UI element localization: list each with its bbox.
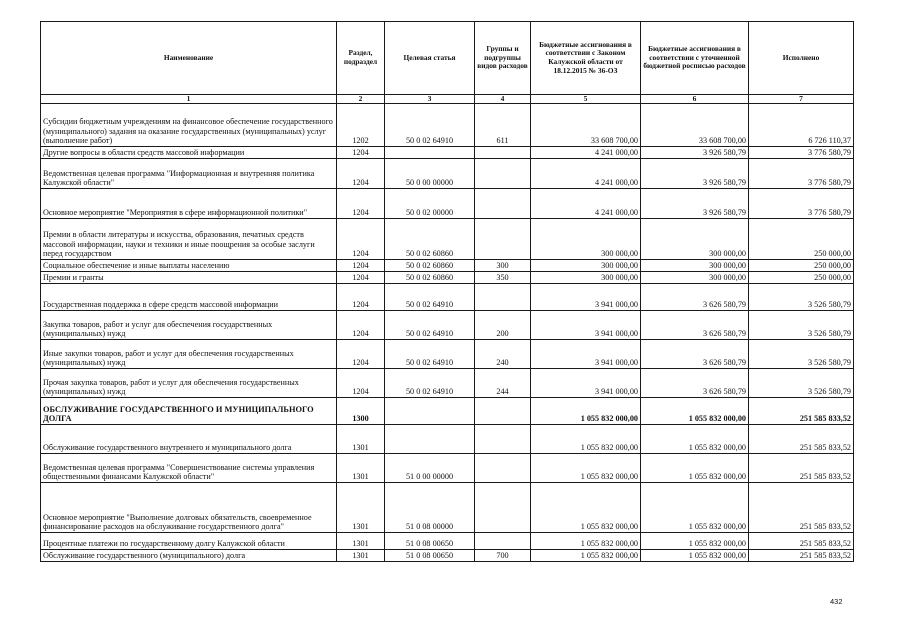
row-name: Обслуживание государственного внутреннего и муниципального долга — [41, 425, 337, 454]
table-row — [41, 104, 854, 147]
row-law-amount: 33 608 700,00 — [531, 104, 641, 147]
row-executed-amount: 251 585 833,52 — [749, 398, 854, 425]
header-refined: Бюджетные ассигнования в соответствии с уточненной бюджетной росписью расходов — [641, 22, 749, 95]
budget-table — [40, 21, 854, 562]
row-refined-amount: 3 626 580,79 — [641, 340, 749, 369]
row-section: 1204 — [337, 272, 385, 284]
table-row — [41, 483, 854, 533]
row-name: Субсидии бюджетным учреждениям на финансовое обеспечение государственного (муниципального) задания на оказание государственных (муниципальных) услуг (выполнение работ) — [41, 104, 337, 147]
row-law-amount: 1 055 832 000,00 — [531, 550, 641, 562]
row-group — [475, 533, 531, 550]
header-target: Целевая статья — [385, 22, 475, 95]
row-section: 1202 — [337, 104, 385, 147]
row-target: 51 0 08 00000 — [385, 483, 475, 533]
row-law-amount: 1 055 832 000,00 — [531, 398, 641, 425]
row-group: 300 — [475, 260, 531, 272]
row-target — [385, 147, 475, 159]
row-refined-amount: 1 055 832 000,00 — [641, 425, 749, 454]
row-refined-amount: 300 000,00 — [641, 260, 749, 272]
row-refined-amount: 3 926 580,79 — [641, 189, 749, 219]
row-refined-amount: 1 055 832 000,00 — [641, 398, 749, 425]
row-law-amount: 4 241 000,00 — [531, 189, 641, 219]
table-row — [41, 340, 854, 369]
row-group: 244 — [475, 369, 531, 398]
column-number-row — [41, 95, 854, 104]
row-name: Государственная поддержка в сфере средств массовой информации — [41, 284, 337, 311]
table-row — [41, 311, 854, 340]
column-number: 6 — [641, 95, 749, 104]
table-row — [41, 219, 854, 260]
column-number: 7 — [749, 95, 854, 104]
row-section: 1300 — [337, 398, 385, 425]
row-law-amount: 3 941 000,00 — [531, 340, 641, 369]
row-section: 1204 — [337, 369, 385, 398]
column-number: 2 — [337, 95, 385, 104]
row-group — [475, 147, 531, 159]
row-law-amount: 4 241 000,00 — [531, 147, 641, 159]
row-section: 1204 — [337, 260, 385, 272]
row-section: 1204 — [337, 147, 385, 159]
row-target: 51 0 00 00000 — [385, 454, 475, 483]
header-executed: Исполнено — [749, 22, 854, 95]
row-target: 50 0 02 60860 — [385, 219, 475, 260]
table-row — [41, 369, 854, 398]
row-target: 50 0 00 00000 — [385, 159, 475, 189]
row-section: 1204 — [337, 219, 385, 260]
row-target: 50 0 02 64910 — [385, 369, 475, 398]
row-target: 50 0 02 64910 — [385, 340, 475, 369]
column-number: 4 — [475, 95, 531, 104]
header-law: Бюджетные ассигнования в соответствии с Законом Калужской области от 18.12.2015 № 36-ОЗ — [531, 22, 641, 95]
table-row — [41, 550, 854, 562]
row-executed-amount: 3 526 580,79 — [749, 369, 854, 398]
row-executed-amount: 3 776 580,79 — [749, 189, 854, 219]
row-group: 611 — [475, 104, 531, 147]
row-group: 350 — [475, 272, 531, 284]
row-target — [385, 425, 475, 454]
column-number: 5 — [531, 95, 641, 104]
header-groups: Группы и подгруппы видов расходов — [475, 22, 531, 95]
row-executed-amount: 3 526 580,79 — [749, 311, 854, 340]
row-group — [475, 284, 531, 311]
row-group: 700 — [475, 550, 531, 562]
row-target: 50 0 02 64910 — [385, 311, 475, 340]
row-refined-amount: 1 055 832 000,00 — [641, 483, 749, 533]
row-executed-amount: 250 000,00 — [749, 260, 854, 272]
row-executed-amount: 251 585 833,52 — [749, 550, 854, 562]
row-executed-amount: 251 585 833,52 — [749, 425, 854, 454]
row-name: Процентные платежи по государственному долгу Калужской области — [41, 533, 337, 550]
table-row — [41, 147, 854, 159]
row-law-amount: 4 241 000,00 — [531, 159, 641, 189]
row-law-amount: 1 055 832 000,00 — [531, 483, 641, 533]
row-executed-amount: 3 526 580,79 — [749, 340, 854, 369]
row-executed-amount: 3 526 580,79 — [749, 284, 854, 311]
table-row — [41, 398, 854, 425]
row-law-amount: 3 941 000,00 — [531, 311, 641, 340]
column-number: 1 — [41, 95, 337, 104]
row-section: 1204 — [337, 340, 385, 369]
row-executed-amount: 3 776 580,79 — [749, 147, 854, 159]
row-name: Основное мероприятие "Выполнение долговых обязательств, своевременное финансирование расходов на обслуживание государственного долга" — [41, 483, 337, 533]
row-refined-amount: 3 626 580,79 — [641, 311, 749, 340]
table-row — [41, 272, 854, 284]
table-row — [41, 454, 854, 483]
row-section: 1301 — [337, 454, 385, 483]
row-section: 1301 — [337, 425, 385, 454]
row-law-amount: 300 000,00 — [531, 272, 641, 284]
table-body — [41, 104, 854, 562]
row-refined-amount: 33 608 700,00 — [641, 104, 749, 147]
row-name: Премии и гранты — [41, 272, 337, 284]
row-target: 50 0 02 64910 — [385, 104, 475, 147]
row-refined-amount: 3 926 580,79 — [641, 159, 749, 189]
table-row — [41, 260, 854, 272]
row-name: Премии в области литературы и искусства, образования, печатных средств массовой информации, науки и техники и иные поощрения за особые заслуги перед государством — [41, 219, 337, 260]
row-law-amount: 1 055 832 000,00 — [531, 533, 641, 550]
row-group — [475, 159, 531, 189]
row-law-amount: 3 941 000,00 — [531, 284, 641, 311]
row-executed-amount: 6 726 110,37 — [749, 104, 854, 147]
row-refined-amount: 3 626 580,79 — [641, 369, 749, 398]
row-refined-amount: 300 000,00 — [641, 272, 749, 284]
table-row — [41, 284, 854, 311]
row-law-amount: 1 055 832 000,00 — [531, 454, 641, 483]
row-refined-amount: 1 055 832 000,00 — [641, 550, 749, 562]
table-row — [41, 189, 854, 219]
table-row — [41, 425, 854, 454]
row-law-amount: 1 055 832 000,00 — [531, 425, 641, 454]
row-name: Другие вопросы в области средств массовой информации — [41, 147, 337, 159]
row-group — [475, 483, 531, 533]
column-number: 3 — [385, 95, 475, 104]
row-refined-amount: 3 626 580,79 — [641, 284, 749, 311]
row-group — [475, 219, 531, 260]
row-target: 50 0 02 60860 — [385, 272, 475, 284]
row-name: Основное мероприятие "Мероприятия в сфере информационной политики" — [41, 189, 337, 219]
table-row — [41, 533, 854, 550]
row-group: 200 — [475, 311, 531, 340]
row-target — [385, 398, 475, 425]
row-section: 1301 — [337, 533, 385, 550]
row-executed-amount: 251 585 833,52 — [749, 454, 854, 483]
header-row — [41, 22, 854, 95]
row-section: 1204 — [337, 284, 385, 311]
row-executed-amount: 250 000,00 — [749, 219, 854, 260]
row-name: Ведомственная целевая программа "Информационная и внутренняя политика Калужской области" — [41, 159, 337, 189]
row-executed-amount: 251 585 833,52 — [749, 533, 854, 550]
row-refined-amount: 300 000,00 — [641, 219, 749, 260]
row-executed-amount: 250 000,00 — [749, 272, 854, 284]
row-section: 1301 — [337, 483, 385, 533]
row-group — [475, 398, 531, 425]
row-name: ОБСЛУЖИВАНИЕ ГОСУДАРСТВЕННОГО И МУНИЦИПАЛЬНОГО ДОЛГА — [41, 398, 337, 425]
row-executed-amount: 251 585 833,52 — [749, 483, 854, 533]
row-target: 50 0 02 00000 — [385, 189, 475, 219]
row-group: 240 — [475, 340, 531, 369]
row-name: Иные закупки товаров, работ и услуг для обеспечения государственных (муниципальных) нужд — [41, 340, 337, 369]
row-group — [475, 425, 531, 454]
row-refined-amount: 1 055 832 000,00 — [641, 533, 749, 550]
row-name: Закупка товаров, работ и услуг для обеспечения государственных (муниципальных) нужд — [41, 311, 337, 340]
row-name: Социальное обеспечение и иные выплаты населению — [41, 260, 337, 272]
row-group — [475, 454, 531, 483]
row-group — [475, 189, 531, 219]
row-section: 1204 — [337, 189, 385, 219]
row-target: 50 0 02 60860 — [385, 260, 475, 272]
row-refined-amount: 1 055 832 000,00 — [641, 454, 749, 483]
header-name: Наименование — [41, 22, 337, 95]
row-law-amount: 3 941 000,00 — [531, 369, 641, 398]
row-refined-amount: 3 926 580,79 — [641, 147, 749, 159]
row-target: 51 0 08 00650 — [385, 533, 475, 550]
row-target: 51 0 08 00650 — [385, 550, 475, 562]
table-row — [41, 159, 854, 189]
row-law-amount: 300 000,00 — [531, 219, 641, 260]
row-section: 1204 — [337, 311, 385, 340]
row-target: 50 0 02 64910 — [385, 284, 475, 311]
budget-document — [40, 21, 853, 562]
row-section: 1301 — [337, 550, 385, 562]
row-executed-amount: 3 776 580,79 — [749, 159, 854, 189]
row-name: Ведомственная целевая программа "Совершенствование системы управления общественными финансами Калужской области" — [41, 454, 337, 483]
page-number: 432 — [830, 597, 843, 606]
row-section: 1204 — [337, 159, 385, 189]
header-section: Раздел, подраздел — [337, 22, 385, 95]
row-name: Обслуживание государственного (муниципального) долга — [41, 550, 337, 562]
row-name: Прочая закупка товаров, работ и услуг для обеспечения государственных (муниципальных) нужд — [41, 369, 337, 398]
row-law-amount: 300 000,00 — [531, 260, 641, 272]
